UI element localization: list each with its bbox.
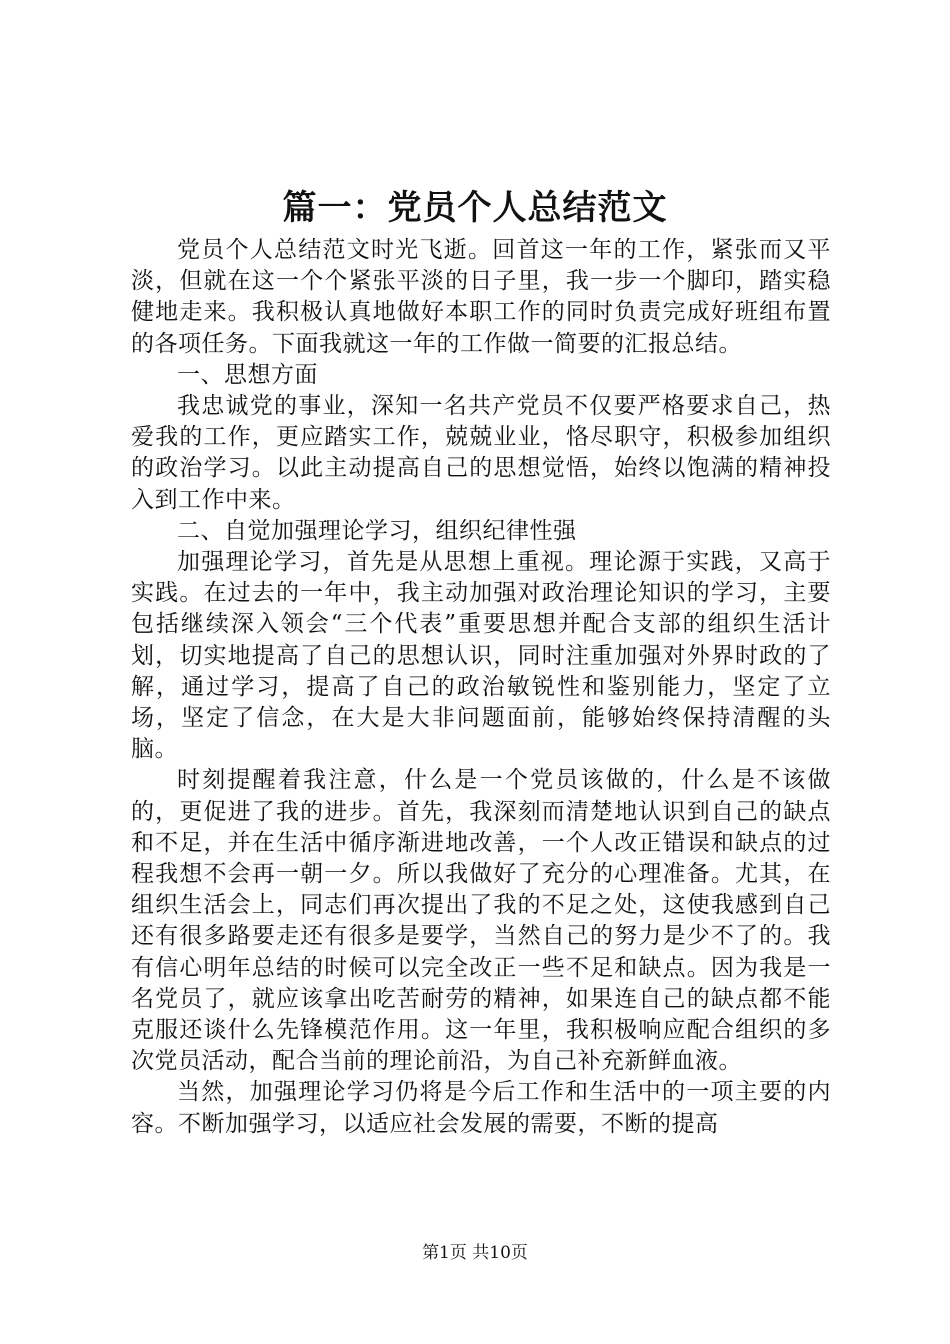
document-title: 篇一：党员个人总结范文	[282, 188, 668, 228]
paragraph-continued: 当然，加强理论学习仍将是今后工作和生活中的一项主要的内容。不断加强学习，以适应社会发展的需要，不断的提高	[131, 1079, 831, 1137]
page-number-footer: 第1页 共10页	[422, 1243, 528, 1263]
section-heading-theory: 二、自觉加强理论学习，组织纪律性强	[177, 517, 577, 544]
paragraph-theory: 加强理论学习，首先是从思想上重视。理论源于实践，又高于实践。在过去的一年中，我主动加强对政治理论知识的学习，主要包括继续深入领会“三个代表”重要思想并配合支部的组织生活计划，切实地提高了自己的思想认识，同时注重加强对外界时政的了解，通过学习，提高了自己的政治敏锐性和鉴别能力，坚定了立场，坚定了信念，在大是大非问题面前，能够始终保持清醒的头脑。	[131, 549, 831, 763]
section-heading-thought: 一、思想方面	[177, 361, 318, 388]
paragraph-reminder: 时刻提醒着我注意，什么是一个党员该做的，什么是不该做的，更促进了我的进步。首先，我深刻而清楚地认识到自己的缺点和不足，并在生活中循序渐进地改善，一个人改正错误和缺点的过程我想不会再一朝一夕。所以我做好了充分的心理准备。尤其，在组织生活会上，同志们再次提出了我的不足之处，这使我感到自己还有很多路要走还有很多是要学，当然自己的努力是少不了的。我有信心明年总结的时候可以完全改正一些不足和缺点。因为我是一名党员了，就应该拿出吃苦耐劳的精神，如果连自己的缺点都不能克服还谈什么先锋模范作用。这一年里，我积极响应配合组织的多次党员活动，配合当前的理论前沿，为自己补充新鲜血液。	[131, 767, 831, 1075]
paragraph-thought: 我忠诚党的事业，深知一名共产党员不仅要严格要求自己，热爱我的工作，更应踏实工作，兢兢业业，恪尽职守，积极参加组织的政治学习。以此主动提高自己的思想觉悟，始终以饱满的精神投入到工作中来。	[131, 393, 831, 513]
document-body	[131, 235, 831, 1140]
paragraph-intro: 党员个人总结范文时光飞逝。回首这一年的工作，紧张而又平淡，但就在这一个个紧张平淡的日子里，我一步一个脚印，踏实稳健地走来。我积极认真地做好本职工作的同时负责完成好班组布置的各项任务。下面我就这一年的工作做一简要的汇报总结。	[131, 237, 831, 357]
